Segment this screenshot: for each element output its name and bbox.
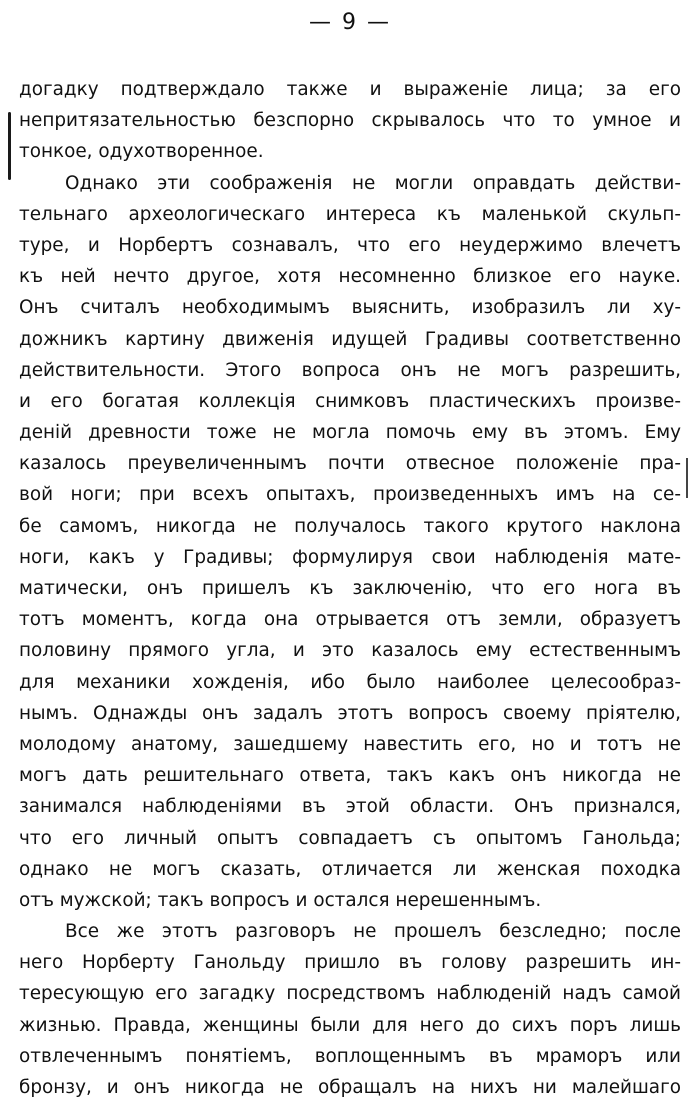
text-line: для механики хожденія, ибо было наиболее целесообраз-: [19, 671, 681, 693]
text-line: Онъ считалъ необходимымъ выяснить, изобразилъ ли ху-: [19, 297, 681, 319]
text-line: нымъ. Однажды онъ задалъ этотъ вопросъ своему пріятелю,: [19, 702, 681, 724]
text-line: догадку подтверждало также и выраженіе лица; за его: [19, 79, 681, 100]
text-line: тересующую его загадку посредствомъ наблюденій надъ самой: [19, 983, 681, 1005]
text-line: непритязательностью безспорно скрывалось что то умное и: [19, 110, 681, 132]
text-line: него Норберту Ганольду пришло въ голову разрешить ин-: [19, 952, 681, 974]
text-line: бронзу, и онъ никогда не обращалъ на нихъ ни малейшаго: [19, 1077, 681, 1098]
page-edge-mark: [686, 458, 688, 498]
text-line: действительности. Этого вопроса онъ не могъ разрешить,: [19, 359, 681, 381]
body-text: [19, 74, 681, 1103]
text-line: молодому анатому, зашедшему навестить его, но и тотъ не: [19, 733, 681, 755]
text-line: къ ней нечто другое, хотя несомненно близкое его науке.: [19, 266, 681, 288]
text-line: казалось преувеличеннымъ почти отвесное положеніе пра-: [19, 453, 681, 475]
text-line: половину прямого угла, и это казалось ему естественнымъ: [19, 640, 681, 662]
margin-pencil-mark: [8, 112, 11, 180]
text-line: тельнаго археологическаго интереса къ маленькой скульп-: [19, 203, 681, 225]
text-line: жизнью. Правда, женщины были для него до сихъ поръ лишь: [19, 1014, 681, 1036]
text-line: дожникъ картину движенія идущей Градивы соответственно: [19, 328, 681, 350]
text-line: тонкое, одухотворенное.: [19, 141, 264, 163]
text-line: Все же этотъ разговоръ не прошелъ безследно; после: [65, 921, 681, 943]
page-number: — 9 —: [309, 10, 391, 35]
text-line: могъ дать решительнаго ответа, такъ какъ онъ никогда не: [19, 765, 681, 787]
text-line: и его богатая коллекція снимковъ пластическихъ произве-: [19, 390, 681, 412]
text-line: тотъ моментъ, когда она отрывается отъ земли, образуетъ: [19, 609, 681, 631]
text-line: вой ноги; при всехъ опытахъ, произведенныхъ имъ на се-: [19, 484, 681, 506]
text-line: Однако эти соображенія не могли оправдать действи-: [65, 172, 681, 194]
text-line: деній древности тоже не могла помочь ему въ этомъ. Ему: [19, 422, 681, 444]
text-line: туре, и Норбертъ сознавалъ, что его неудержимо влечетъ: [19, 234, 681, 256]
text-line: ноги, какъ у Градивы; формулируя свои наблюденія мате-: [19, 546, 681, 568]
text-line: однако не могъ сказать, отличается ли женская походка: [19, 858, 681, 880]
text-line: занимался наблюденіями въ этой области. Онъ признался,: [19, 796, 681, 818]
text-line: отъ мужской; такъ вопросъ и остался нерешеннымъ.: [19, 889, 542, 911]
text-line: матически, онъ пришелъ къ заключенію, что его нога въ: [19, 578, 681, 599]
text-line: отвлеченнымъ понятіемъ, воплощеннымъ въ мраморъ или: [19, 1045, 681, 1067]
text-line: что его личный опытъ совпадаетъ съ опытомъ Ганольда;: [19, 827, 681, 849]
text-line: бе самомъ, никогда не получалось такого крутого наклона: [19, 515, 681, 537]
